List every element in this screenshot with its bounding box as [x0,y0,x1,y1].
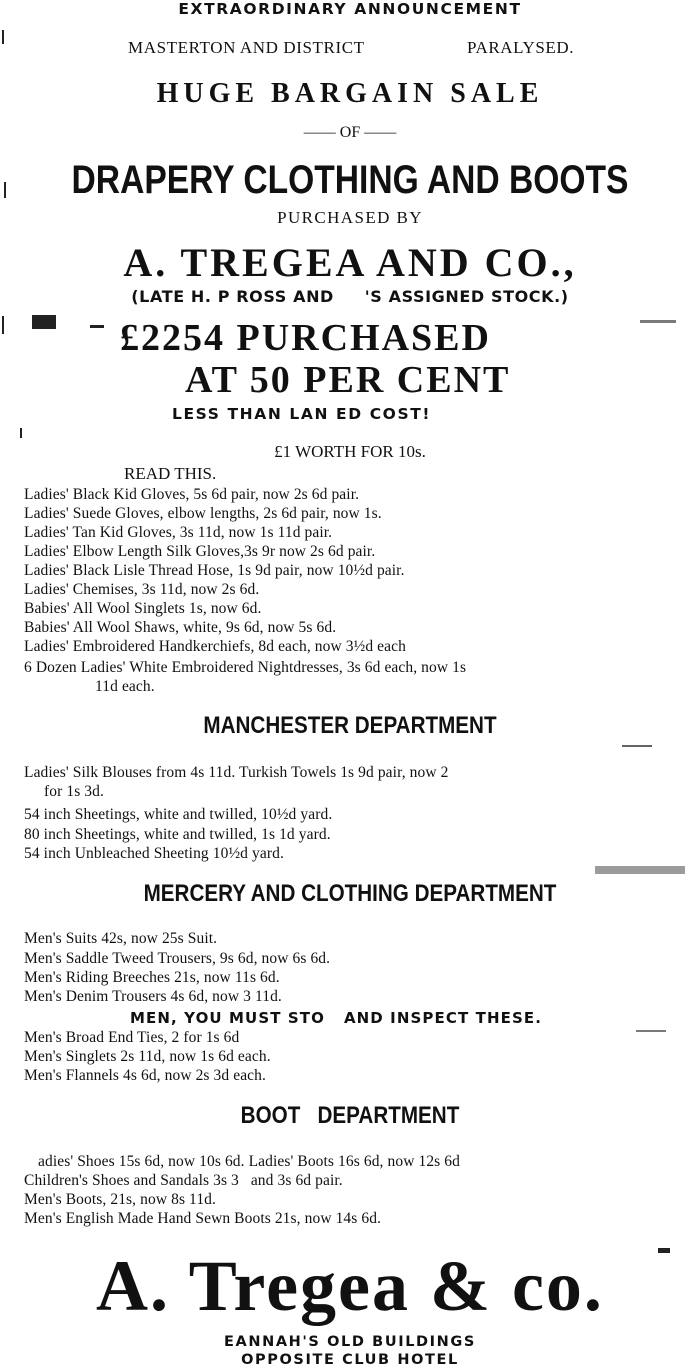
print-speck [4,182,6,198]
district-text: MASTERTON AND DISTRICT [128,38,365,57]
manchester-heading: MANCHESTER DEPARTMENT [203,712,497,739]
list-item: for 1s 3d. [44,783,104,800]
late-ross-text: (LATE H. P ROSS AND 'S ASSIGNED STOCK.) [131,287,569,306]
list-item: Ladies' Tan Kid Gloves, 3s 11d, now 1s 11d pair. [24,524,333,541]
print-speck [2,30,4,44]
print-speck [20,428,22,438]
list-item: 54 inch Sheetings, white and twilled, 10½d yard. [24,806,333,823]
list-item: Ladies' Elbow Length Silk Gloves,3s 9r now 2s 6d pair. [24,543,376,560]
list-item: Babies' All Wool Singlets 1s, now 6d. [24,600,262,617]
list-item: 6 Dozen Ladies' White Embroidered Nightdresses, 3s 6d each, now 1s [24,659,467,676]
print-speck [658,1248,670,1253]
print-speck [636,1030,666,1032]
footer-address-line1: EANNAH'S OLD BUILDINGS [224,1334,476,1350]
list-item: Children's Shoes and Sandals 3s 3 and 3s 6d pair. [24,1172,343,1189]
print-speck [32,315,56,329]
footer-company-name: A. Tregea & co. [96,1246,604,1326]
print-speck [622,745,652,747]
mercery-notice: MEN, YOU MUST STO AND INSPECT THESE. [130,1009,543,1027]
print-speck [595,866,685,874]
list-item: Men's Suits 42s, now 25s Suit. [24,930,218,947]
list-item: Ladies' Black Lisle Thread Hose, 1s 9d pair, now 10½d pair. [24,562,405,579]
footer-address-line2: OPPOSITE CLUB HOTEL [241,1352,459,1368]
list-item: Ladies' Silk Blouses from 4s 11d. Turkish Towels 1s 9d pair, now 2 [24,764,449,781]
company-name: A. TREGEA AND CO., [123,240,577,285]
list-item: 80 inch Sheetings, white and twilled, 1s 1d yard. [24,826,331,843]
discount-heading: AT 50 PER CENT [185,359,511,401]
list-item: Men's Saddle Tweed Trousers, 9s 6d, now 6s 6d. [24,950,331,967]
sale-title: HUGE BARGAIN SALE [156,78,544,109]
list-item: Men's English Made Hand Sewn Boots 21s, now 14s 6d. [24,1210,382,1227]
list-item: Men's Broad End Ties, 2 for 1s 6d [24,1029,240,1046]
print-speck [640,320,676,323]
list-item: 11d each. [95,678,155,695]
worth-text: £1 WORTH FOR 10s. [274,442,426,461]
boot-heading: BOOT DEPARTMENT [240,1102,460,1129]
print-speck [90,325,104,328]
list-item: Ladies' Suede Gloves, elbow lengths, 2s 6d pair, now 1s. [24,505,382,522]
purchased-by-text: PURCHASED BY [277,208,423,227]
list-item: Men's Boots, 21s, now 8s 11d. [24,1191,216,1208]
amount-heading: £2254 PURCHASED [120,317,491,359]
list-item: Ladies' Chemises, 3s 11d, now 2s 6d. [24,581,260,598]
list-item: 54 inch Unbleached Sheeting 10½d yard. [24,845,284,862]
list-item: Babies' All Wool Shaws, white, 9s 6d, now 5s 6d. [24,619,337,636]
announcement-heading: EXTRAORDINARY ANNOUNCEMENT [178,0,522,18]
print-speck [2,316,4,334]
list-item: Men's Denim Trousers 4s 6d, now 3 11d. [24,988,282,1005]
read-this-text: READ THIS. [124,464,217,483]
list-item: Ladies' Embroidered Handkerchiefs, 8d each, now 3½d each [24,638,406,655]
paralysed-text: PARALYSED. [467,38,575,57]
of-divider: —— OF —— [303,124,397,141]
list-item: Men's Singlets 2s 11d, now 1s 6d each. [24,1048,271,1065]
list-item: Men's Flannels 4s 6d, now 2s 3d each. [24,1067,266,1084]
list-item: Ladies' Black Kid Gloves, 5s 6d pair, now 2s 6d pair. [24,486,360,503]
list-item: adies' Shoes 15s 6d, now 10s 6d. Ladies' Boots 16s 6d, now 12s 6d [38,1153,460,1170]
list-item: Men's Riding Breeches 21s, now 11s 6d. [24,969,280,986]
less-than-text: LESS THAN LAN ED COST! [172,405,432,423]
mercery-heading: MERCERY AND CLOTHING DEPARTMENT [143,880,557,907]
goods-heading: DRAPERY CLOTHING AND BOOTS [71,158,629,202]
